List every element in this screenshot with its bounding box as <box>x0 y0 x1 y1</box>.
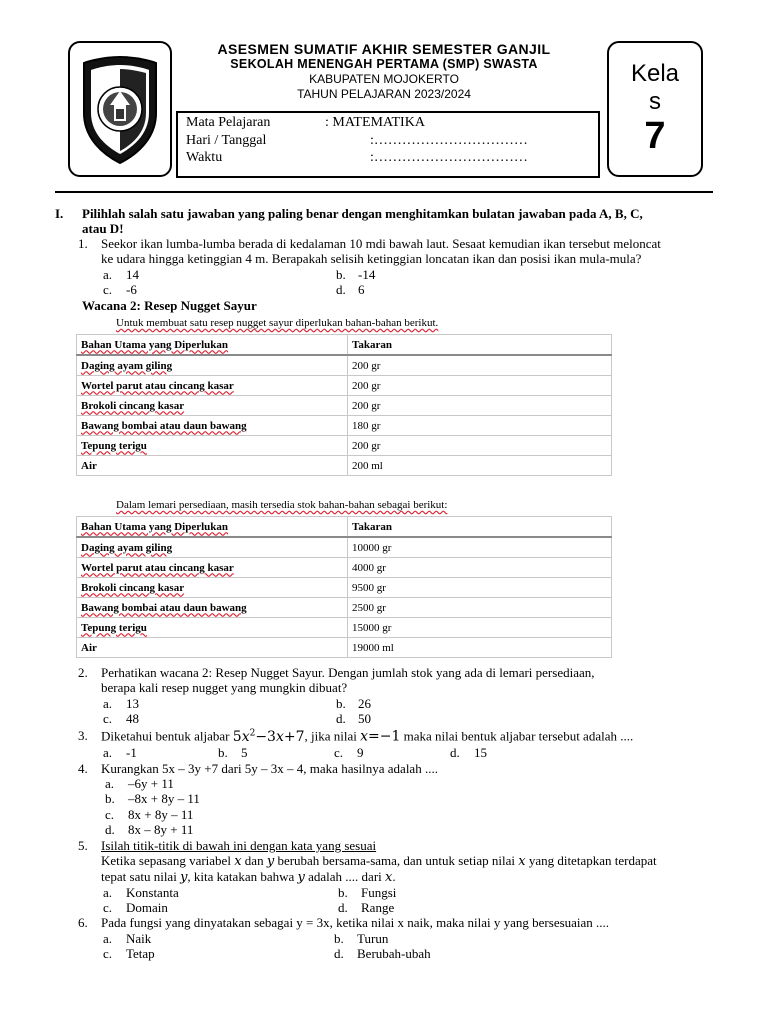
q5-option-c-letter: c. <box>103 900 113 915</box>
q3-condition: x=−1 <box>360 728 401 745</box>
q6-option-a[interactable]: Naik <box>126 931 152 946</box>
header-divider <box>55 191 713 193</box>
exam-title: ASESMEN SUMATIF AKHIR SEMESTER GANJIL <box>217 41 551 57</box>
q3-option-c-letter: c. <box>334 745 344 760</box>
table-row: Bawang bombai atau daun bawang 180 gr <box>77 416 612 436</box>
q3-option-b[interactable]: 5 <box>241 745 248 760</box>
school-logo-frame <box>68 41 172 177</box>
recipe-table <box>76 334 612 476</box>
wacana-intro-2: Dalam lemari persediaan, masih tersedia stok bahan-bahan sebagai berikut: <box>116 499 448 511</box>
class-label-1: Kela <box>630 60 680 87</box>
q2-number: 2. <box>78 665 88 680</box>
q1-option-a[interactable]: 14 <box>126 267 139 282</box>
q3-expression: $5x^2-3x+7$ <box>232 728 305 745</box>
q1-option-b-letter: b. <box>336 267 346 282</box>
table-row: Tepung terigu 200 gr <box>77 436 612 456</box>
q2-option-c-letter: c. <box>103 711 113 726</box>
q4-option-b[interactable]: –8x + 8y – 11 <box>128 791 200 806</box>
q1-option-c[interactable]: -6 <box>126 282 137 297</box>
q4-option-a[interactable]: –6y + 11 <box>128 776 174 791</box>
regency-name: KABUPATEN MOJOKERTO <box>309 72 459 86</box>
school-name: SEKOLAH MENENGAH PERTAMA (SMP) SWASTA <box>230 57 538 71</box>
q1-option-b[interactable]: -14 <box>358 267 376 282</box>
class-label-2: s <box>649 88 661 115</box>
q3-option-c[interactable]: 9 <box>357 745 364 760</box>
q3-option-d[interactable]: 15 <box>474 745 487 760</box>
table-header-row <box>77 335 612 356</box>
class-box <box>607 41 703 177</box>
instruction-line-2: atau D! <box>82 221 124 236</box>
q4-option-d[interactable]: 8x – 8y + 11 <box>128 822 194 837</box>
table-row: Air 19000 ml <box>77 638 612 658</box>
table-row: Wortel parut atau cincang kasar 200 gr <box>77 376 612 396</box>
info-label-time: Waktu <box>186 150 223 165</box>
instruction-line-1: Pilihlah salah satu jawaban yang paling benar dengan menghitamkan bulatan jawaban pada A, B, C, <box>82 206 643 221</box>
q5-option-a-letter: a. <box>103 885 113 900</box>
q1-text-2: ke udara hingga ketinggian 4 m. Berapakah selisih ketinggian loncatan ikan dan posisi ikan mula-mula? <box>101 251 642 266</box>
q6-number: 6. <box>78 915 88 930</box>
stock-table <box>76 516 612 658</box>
info-value-subject: : MATEMATIKA <box>325 115 425 130</box>
regency-emblem-icon <box>70 43 170 175</box>
q2-option-b-letter: b. <box>336 696 346 711</box>
q1-text-1: Seekor ikan lumba-lumba berada di kedalaman 10 mdi bawah laut. Sesaat kemudian ikan tersebut meloncat <box>101 236 661 251</box>
q4-option-d-letter: d. <box>105 822 115 837</box>
q3-number: 3. <box>78 728 88 743</box>
q4-option-a-letter: a. <box>105 776 115 791</box>
table-header-row <box>77 517 612 538</box>
q4-number: 4. <box>78 761 88 776</box>
q5-option-d[interactable]: Range <box>361 900 395 915</box>
q5-number: 5. <box>78 838 88 853</box>
table-row: Wortel parut atau cincang kasar 4000 gr <box>77 558 612 578</box>
q6-text: Pada fungsi yang dinyatakan sebagai y = 3x, ketika nilai x naik, maka nilai y yang bersesuaian .... <box>101 915 610 930</box>
q6-option-c[interactable]: Tetap <box>126 946 155 961</box>
q4-option-c[interactable]: 8x + 8y – 11 <box>128 807 194 822</box>
table-row: Air 200 ml <box>77 456 612 476</box>
q1-option-d[interactable]: 6 <box>358 282 365 297</box>
q5-option-d-letter: d. <box>338 900 348 915</box>
q2-option-d-letter: d. <box>336 711 346 726</box>
q3-option-d-letter: d. <box>450 745 460 760</box>
q3-option-a-letter: a. <box>103 745 113 760</box>
q1-number: 1. <box>78 236 88 251</box>
q5-option-a[interactable]: Konstanta <box>126 885 179 900</box>
q6-option-d-letter: d. <box>334 946 344 961</box>
table-header-amount: Takaran <box>348 335 612 356</box>
q3-option-b-letter: b. <box>218 745 228 760</box>
q6-option-c-letter: c. <box>103 946 113 961</box>
table-row: Daging ayam giling 200 gr <box>77 355 612 376</box>
table-row: Daging ayam giling 10000 gr <box>77 537 612 558</box>
q2-option-b[interactable]: 26 <box>358 696 371 711</box>
table-header-amount: Takaran <box>348 517 612 538</box>
wacana-intro-1: Untuk membuat satu resep nugget sayur diperlukan bahan-bahan berikut. <box>116 317 439 329</box>
school-year: TAHUN PELAJARAN 2023/2024 <box>297 87 471 101</box>
q6-option-b[interactable]: Turun <box>357 931 389 946</box>
q5-option-b[interactable]: Fungsi <box>361 885 397 900</box>
q5-option-b-letter: b. <box>338 885 348 900</box>
class-number: 7 <box>644 115 666 157</box>
q1-option-a-letter: a. <box>103 267 113 282</box>
table-row: Bawang bombai atau daun bawang 2500 gr <box>77 598 612 618</box>
q2-text-1: Perhatikan wacana 2: Resep Nugget Sayur. Dengan jumlah stok yang ada di lemari persediaan, <box>101 665 595 680</box>
section-number: I. <box>55 206 64 221</box>
q1-option-c-letter: c. <box>103 282 113 297</box>
wacana-title: Wacana 2: Resep Nugget Sayur <box>82 298 257 313</box>
q5-text-1: Ketika sepasang variabel x dan y berubah bersama-sama, dan untuk setiap nilai x yang ditetapkan terdapat <box>101 853 657 869</box>
table-row: Brokoli cincang kasar 9500 gr <box>77 578 612 598</box>
table-header-ingredient: Bahan Utama yang Diperlukan <box>77 335 348 356</box>
q3-text: Diketahui bentuk aljabar $5x^2-3x+7$, jika nilai x=−1 maka nilai bentuk aljabar tersebut adalah .... <box>101 728 634 745</box>
info-label-subject: Mata Pelajaran <box>186 115 271 130</box>
q2-text-2: berapa kali resep nugget yang mungkin dibuat? <box>101 680 348 695</box>
q2-option-c[interactable]: 48 <box>126 711 139 726</box>
q5-option-c[interactable]: Domain <box>126 900 168 915</box>
q2-option-a[interactable]: 13 <box>126 696 139 711</box>
q4-option-b-letter: b. <box>105 791 115 806</box>
q6-option-a-letter: a. <box>103 931 113 946</box>
q3-option-a[interactable]: -1 <box>126 745 137 760</box>
q4-text: Kurangkan 5x – 3y +7 dari 5y – 3x – 4, maka hasilnya adalah .... <box>101 761 438 776</box>
info-value-date: :…………………………… <box>370 133 528 148</box>
q5-heading: Isilah titik-titik di bawah ini dengan kata yang sesuai <box>101 838 377 853</box>
q2-option-a-letter: a. <box>103 696 113 711</box>
q2-option-d[interactable]: 50 <box>358 711 371 726</box>
q4-option-c-letter: c. <box>105 807 115 822</box>
q1-option-d-letter: d. <box>336 282 346 297</box>
q6-option-d[interactable]: Berubah-ubah <box>357 946 431 961</box>
info-value-time: :…………………………… <box>370 150 528 165</box>
table-row: Brokoli cincang kasar 200 gr <box>77 396 612 416</box>
q6-option-b-letter: b. <box>334 931 344 946</box>
info-label-date: Hari / Tanggal <box>186 133 267 148</box>
table-header-ingredient: Bahan Utama yang Diperlukan <box>77 517 348 538</box>
table-row: Tepung terigu 15000 gr <box>77 618 612 638</box>
q5-text-2: tepat satu nilai y, kita katakan bahwa y adalah .... dari x. <box>101 869 396 885</box>
